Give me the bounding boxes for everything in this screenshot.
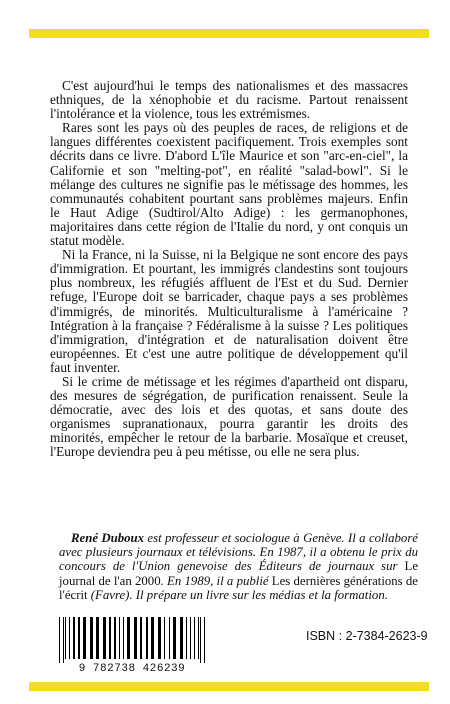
barcode-bar bbox=[190, 617, 191, 659]
barcode-bar bbox=[180, 617, 183, 659]
barcode-digits: 9 782738 426239 bbox=[78, 663, 186, 675]
barcode-bar bbox=[83, 617, 86, 659]
barcode-guard-bar bbox=[59, 617, 60, 663]
paragraph-4: Si le crime de métissage et les régimes d'apartheid ont disparu, des mesures de ségrégation, de purification renaissent. Seule la démocratie, avec des lois et des quotas, et sans doute des organismes supranationaux, pourra garantir les droits des minorités, empêcher le retour de la barbarie. Mosaïque et creuset, l'Europe deviendra peu à peu métisse, ou elle ne sera plus. bbox=[50, 373, 408, 460]
author-name: René Duboux bbox=[71, 531, 145, 545]
barcode-guard-bar bbox=[200, 617, 201, 663]
author-bio bbox=[59, 531, 418, 602]
barcode-bar bbox=[123, 617, 124, 659]
bio-text-1: est professeur et sociologue à Genève. Il a collaboré avec plusieurs journaux et télévisions. En 1987, il a obtenu le prix du concours de l'Union genevoise des Éditeurs de journaux sur bbox=[59, 531, 418, 574]
blurb-text bbox=[50, 79, 408, 460]
paragraph-3: Ni la France, ni la Suisse, ni la Belgique ne sont encore des pays d'immigration. Et pourtant, les immigrés clandestins sont toujours plus nombreux, les réfugiés affluent de l'Est et du Sud. Dernier refuge, l'Europe doit se barricader, chaque pays a ses problèmes d'immigrés, de minorités. Multiculturalisme à l'américaine ? Intégration à la française ? Fédéralisme à la suisse ? Les politiques d'immigration, d'intégration et de naturalisation doivent être européennes. Et c'est une autre politique de développement qu'il faut inventer. bbox=[50, 247, 408, 375]
barcode-bar bbox=[198, 617, 199, 659]
barcode-bar bbox=[65, 617, 66, 659]
barcode-bar bbox=[151, 617, 154, 659]
barcode-bar bbox=[134, 617, 137, 659]
barcode-guard-bar bbox=[63, 617, 64, 663]
barcode-bar bbox=[164, 617, 165, 659]
barcode-bar bbox=[114, 617, 116, 659]
barcode-bar bbox=[103, 617, 106, 659]
barcode-bar bbox=[146, 617, 148, 659]
barcode-bar bbox=[73, 617, 75, 659]
barcode-bar bbox=[169, 617, 170, 659]
barcode-bar bbox=[119, 617, 120, 659]
bio-work-2: Les dernières générations de l'écrit bbox=[59, 573, 418, 602]
barcode-bar bbox=[140, 617, 142, 659]
barcode-bars bbox=[57, 617, 207, 663]
bio-work-1: Le journal de l'an 2000 bbox=[59, 559, 418, 588]
barcode-guard-bar bbox=[204, 617, 205, 663]
paragraph-1: C'est aujourd'hui le temps des nationalismes et des massacres ethniques, de la xénophobie et du racisme. Partout renaissent l'intolérance et la violence, tous les extrémismes. bbox=[50, 78, 408, 122]
bio-text-3: (Favre). Il prépare un livre sur les médias et la formation. bbox=[87, 587, 388, 602]
barcode-bar bbox=[127, 617, 130, 659]
barcode-bar bbox=[186, 617, 187, 659]
barcode-bar bbox=[69, 617, 70, 659]
barcode bbox=[57, 617, 207, 673]
barcode-bar bbox=[78, 617, 80, 659]
barcode-bar bbox=[158, 617, 161, 659]
top-accent-bar bbox=[29, 29, 429, 38]
barcode-bar bbox=[194, 617, 195, 659]
barcode-bar bbox=[96, 617, 99, 659]
bio-text-2: . En 1989, il a publié bbox=[160, 573, 272, 588]
bottom-accent-bar bbox=[29, 682, 429, 691]
paragraph-2: Rares sont les pays où des peuples de races, de religions et de langues différentes coexistent pacifiquement. Trois exemples sont décrits dans ce livre. D'abord L'île Maurice et son "arc-en-ciel", la Californie et son "melting-pot", en réalité "salad-bowl". Si le mélange des cultures ne signifie pas le métissage des hommes, les communautés cohabitent pourtant sans problèmes majeurs. Enfin le Haut Adige (Sudtirol/Alto Adige) : les germanophones, majoritaires dans cette région de l'Italie du nord, y ont conquis un statut modèle. bbox=[50, 120, 408, 249]
barcode-bar bbox=[109, 617, 111, 659]
barcode-bar bbox=[173, 617, 176, 659]
isbn-number: ISBN : 2-7384-2623-9 bbox=[306, 629, 428, 643]
barcode-bar bbox=[90, 617, 93, 659]
